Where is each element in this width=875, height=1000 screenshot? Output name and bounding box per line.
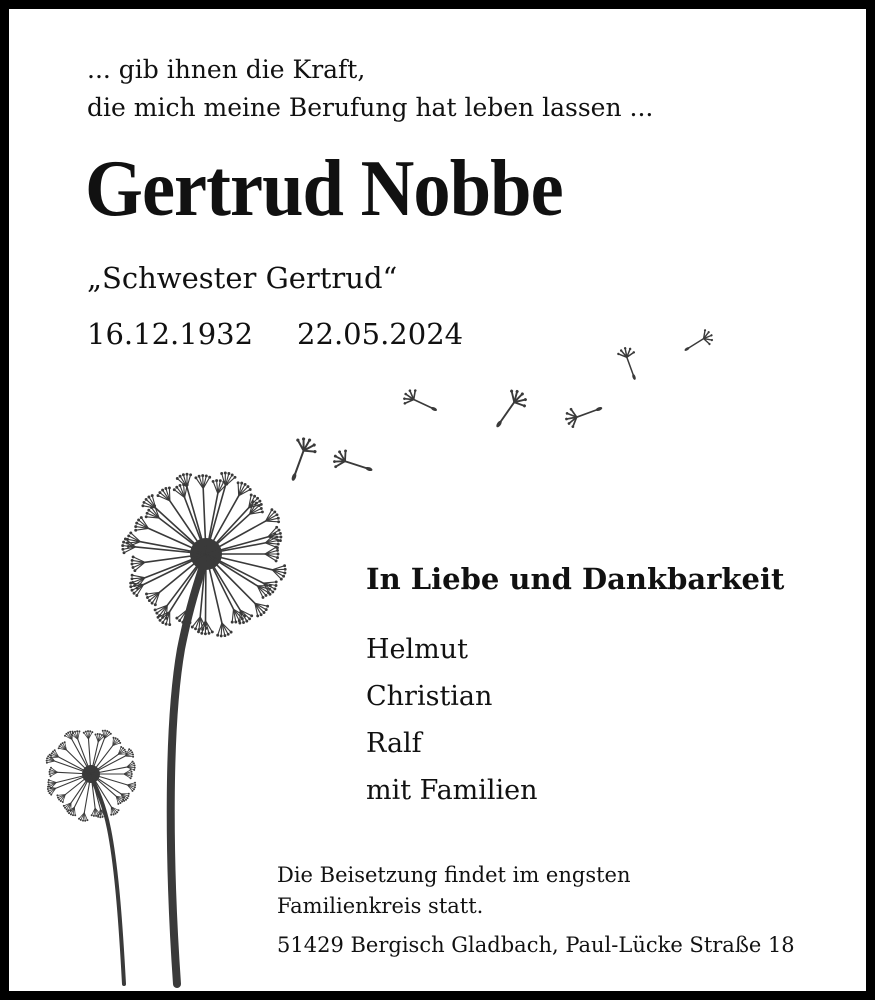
birth-date: 16.12.1932: [87, 317, 254, 351]
mourners-heading: In Liebe und Dankbarkeit: [366, 562, 785, 596]
burial-notice: [277, 860, 631, 922]
mourner-name: Ralf: [366, 728, 422, 759]
floating-seeds: [283, 327, 717, 485]
quote-line-1: ... gib ihnen die Kraft,: [87, 55, 366, 84]
large-dandelion-head: [121, 472, 286, 638]
death-date: 22.05.2024: [297, 317, 464, 351]
mourner-name: mit Familien: [366, 775, 538, 806]
mourners-list: [366, 626, 538, 814]
address: 51429 Bergisch Gladbach, Paul-Lücke Straße 18: [277, 933, 795, 957]
dandelion-icon: [9, 9, 869, 994]
mourner-name: Helmut: [366, 634, 469, 665]
mourner-name: Christian: [366, 681, 493, 712]
deceased-name: Gertrud Nobbe: [85, 145, 563, 233]
burial-line-1: Die Beisetzung findet im engsten: [277, 863, 631, 887]
small-dandelion-stem: [91, 777, 124, 984]
deceased-nickname: „Schwester Gertrud“: [87, 261, 398, 295]
quote-line-2: die mich meine Berufung hat leben lassen ...: [87, 93, 654, 122]
small-dandelion-head: [46, 730, 136, 822]
burial-line-2: Familienkreis statt.: [277, 894, 484, 918]
